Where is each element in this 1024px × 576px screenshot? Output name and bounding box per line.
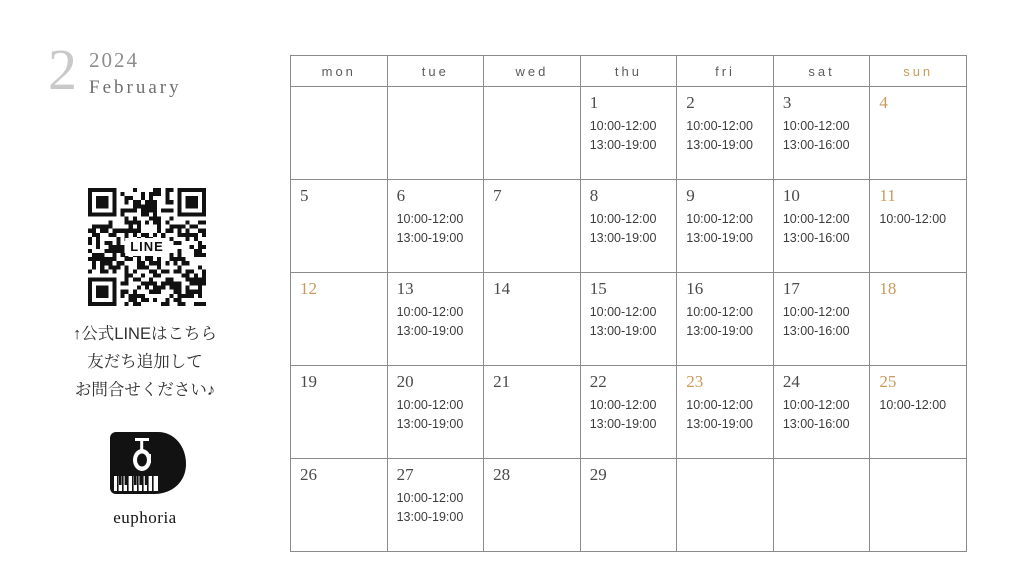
weekday-row xyxy=(291,56,967,87)
business-hours-line: 10:00-12:00 xyxy=(396,305,464,319)
business-hours xyxy=(686,117,764,155)
calendar-day-cell[interactable] xyxy=(580,366,677,459)
calendar-week-row xyxy=(291,87,967,180)
calendar-header-row xyxy=(291,56,967,87)
left-info-panel xyxy=(0,0,290,576)
business-hours-line: 10:00-12:00 xyxy=(782,398,850,412)
calendar-day-cell[interactable] xyxy=(870,366,967,459)
calendar-day-cell[interactable] xyxy=(291,459,388,552)
day-number: 6 xyxy=(396,186,406,205)
calendar-empty-cell xyxy=(291,87,388,180)
business-hours xyxy=(590,117,668,155)
day-number: 13 xyxy=(396,279,414,298)
calendar-body xyxy=(291,87,967,552)
business-hours-line: 13:00-19:00 xyxy=(396,417,464,431)
business-hours xyxy=(783,210,861,248)
weekday-header-wed: wed xyxy=(484,56,581,87)
day-number: 11 xyxy=(879,186,896,205)
day-number: 23 xyxy=(686,372,704,391)
day-number: 14 xyxy=(493,279,511,298)
business-hours-line: 10:00-12:00 xyxy=(686,398,753,412)
day-number: 26 xyxy=(300,465,317,484)
line-caption-line3: お問合せください♪ xyxy=(74,381,216,399)
weekday-header-fri: fri xyxy=(677,56,774,87)
monthly-calendar xyxy=(290,55,967,552)
day-number: 29 xyxy=(589,465,607,484)
business-hours-line: 10:00-12:00 xyxy=(686,119,753,133)
day-number: 24 xyxy=(782,372,800,391)
calendar-empty-cell xyxy=(870,459,967,552)
business-hours-line: 10:00-12:00 xyxy=(396,491,464,505)
calendar-day-cell[interactable] xyxy=(387,273,484,366)
calendar-day-cell[interactable] xyxy=(484,459,581,552)
calendar-day-cell[interactable] xyxy=(387,366,484,459)
day-number: 1 xyxy=(589,93,599,112)
weekday-header-tue: tue xyxy=(387,56,484,87)
grand-piano-icon xyxy=(102,432,188,504)
calendar-day-cell[interactable] xyxy=(580,87,677,180)
business-hours xyxy=(783,117,861,155)
weekday-header-sat: sat xyxy=(773,56,870,87)
month-number: 2 xyxy=(48,37,77,102)
business-hours-line: 13:00-19:00 xyxy=(396,231,464,245)
business-hours xyxy=(590,303,668,341)
day-number: 15 xyxy=(589,279,607,298)
business-hours xyxy=(879,210,957,229)
weekday-header-mon: mon xyxy=(291,56,388,87)
day-number: 2 xyxy=(686,93,695,112)
business-hours xyxy=(686,303,764,341)
calendar-day-cell[interactable] xyxy=(773,87,870,180)
calendar-week-row xyxy=(291,366,967,459)
calendar-day-cell[interactable] xyxy=(870,180,967,273)
business-hours-line: 10:00-12:00 xyxy=(589,398,657,412)
line-caption xyxy=(0,320,290,404)
line-qr-code[interactable] xyxy=(88,188,206,306)
day-number: 22 xyxy=(589,372,607,391)
calendar-day-cell[interactable] xyxy=(677,273,774,366)
day-number: 16 xyxy=(686,279,704,298)
calendar-day-cell[interactable] xyxy=(773,273,870,366)
business-hours-line: 13:00-19:00 xyxy=(589,324,657,338)
day-number: 4 xyxy=(879,93,888,112)
business-hours-line: 10:00-12:00 xyxy=(879,398,947,412)
calendar-day-cell[interactable] xyxy=(773,366,870,459)
day-number: 20 xyxy=(396,372,414,391)
calendar-day-cell[interactable] xyxy=(580,180,677,273)
business-hours-line: 10:00-12:00 xyxy=(589,305,657,319)
brand-name: euphoria xyxy=(113,508,177,527)
business-hours xyxy=(590,210,668,248)
day-number: 5 xyxy=(300,186,309,205)
business-hours-line: 10:00-12:00 xyxy=(879,212,947,226)
business-hours xyxy=(397,210,475,248)
line-caption-line2: 友だち追加して xyxy=(87,353,203,371)
business-hours-line: 10:00-12:00 xyxy=(589,119,657,133)
business-hours-line: 13:00-16:00 xyxy=(782,231,850,245)
day-number: 9 xyxy=(686,186,695,205)
line-logo-badge: LINE xyxy=(125,238,169,256)
business-hours xyxy=(686,210,764,248)
calendar-day-cell[interactable] xyxy=(484,180,581,273)
business-hours xyxy=(397,303,475,341)
weekday-header-thu: thu xyxy=(580,56,677,87)
business-hours-line: 10:00-12:00 xyxy=(686,212,753,226)
day-number: 21 xyxy=(493,372,511,391)
day-number: 12 xyxy=(300,279,317,298)
business-hours xyxy=(879,396,957,415)
business-hours xyxy=(686,396,764,434)
calendar-day-cell[interactable] xyxy=(870,273,967,366)
day-number: 19 xyxy=(300,372,317,391)
calendar-day-cell[interactable] xyxy=(291,180,388,273)
business-hours-line: 13:00-16:00 xyxy=(782,417,850,431)
business-hours-line: 13:00-16:00 xyxy=(782,324,850,338)
business-hours-line: 10:00-12:00 xyxy=(782,119,850,133)
calendar-day-cell[interactable] xyxy=(580,273,677,366)
calendar-day-cell[interactable] xyxy=(291,273,388,366)
business-hours-line: 10:00-12:00 xyxy=(396,398,464,412)
day-number: 8 xyxy=(589,186,599,205)
business-hours-line: 13:00-19:00 xyxy=(396,324,464,338)
business-hours-line: 13:00-19:00 xyxy=(396,510,464,524)
day-number: 25 xyxy=(879,372,897,391)
business-hours-line: 13:00-19:00 xyxy=(686,231,753,245)
business-hours xyxy=(397,489,475,527)
calendar-day-cell[interactable] xyxy=(387,180,484,273)
weekday-header-sun: sun xyxy=(870,56,967,87)
day-number: 7 xyxy=(493,186,502,205)
business-hours-line: 13:00-19:00 xyxy=(589,417,657,431)
business-hours-line: 13:00-19:00 xyxy=(686,138,753,152)
calendar-day-cell[interactable] xyxy=(484,366,581,459)
calendar-day-cell[interactable] xyxy=(387,459,484,552)
month-name-label: February xyxy=(89,77,182,98)
business-hours xyxy=(397,396,475,434)
business-hours xyxy=(590,396,668,434)
business-hours-line: 13:00-19:00 xyxy=(589,231,657,245)
day-number: 10 xyxy=(782,186,800,205)
calendar-empty-cell xyxy=(387,87,484,180)
calendar-day-cell[interactable] xyxy=(291,366,388,459)
day-number: 17 xyxy=(782,279,800,298)
day-number: 3 xyxy=(782,93,792,112)
line-caption-line1: ↑公式LINEはこちら xyxy=(73,325,217,343)
brand-logo xyxy=(0,432,290,528)
business-hours-line: 10:00-12:00 xyxy=(782,305,850,319)
business-hours-line: 10:00-12:00 xyxy=(782,212,850,226)
calendar-day-cell[interactable] xyxy=(484,273,581,366)
calendar-empty-cell xyxy=(773,459,870,552)
calendar-day-cell[interactable] xyxy=(870,87,967,180)
business-hours xyxy=(783,303,861,341)
month-header xyxy=(48,37,182,102)
calendar-day-cell[interactable] xyxy=(580,459,677,552)
business-hours-line: 13:00-19:00 xyxy=(686,324,753,338)
calendar-day-cell[interactable] xyxy=(677,366,774,459)
calendar-empty-cell xyxy=(677,459,774,552)
business-hours-line: 10:00-12:00 xyxy=(396,212,464,226)
day-number: 27 xyxy=(396,465,414,484)
calendar-week-row xyxy=(291,180,967,273)
calendar-day-cell[interactable] xyxy=(677,87,774,180)
business-hours-line: 13:00-19:00 xyxy=(589,138,657,152)
business-hours-line: 13:00-16:00 xyxy=(782,138,850,152)
calendar-day-cell[interactable] xyxy=(773,180,870,273)
day-number: 28 xyxy=(493,465,511,484)
calendar-week-row xyxy=(291,273,967,366)
day-number: 18 xyxy=(879,279,897,298)
calendar-day-cell[interactable] xyxy=(677,180,774,273)
year-label: 2024 xyxy=(89,48,139,72)
business-hours-line: 13:00-19:00 xyxy=(686,417,753,431)
calendar-week-row xyxy=(291,459,967,552)
business-hours xyxy=(783,396,861,434)
calendar-empty-cell xyxy=(484,87,581,180)
month-text-block xyxy=(89,44,182,101)
business-hours-line: 10:00-12:00 xyxy=(686,305,753,319)
business-hours-line: 10:00-12:00 xyxy=(589,212,657,226)
